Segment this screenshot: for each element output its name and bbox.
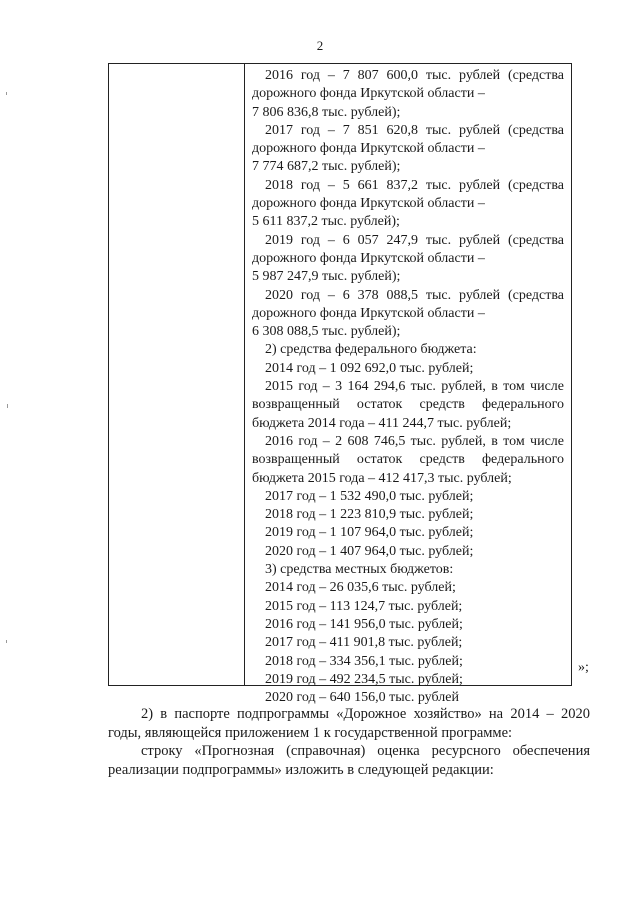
table-closing-quote: »;	[578, 660, 589, 675]
federal-budget-heading: 2) средства федерального бюджета:	[265, 342, 477, 358]
federal-line-2015: 2015 год – 3 164 294,6 тыс. рублей, в том числе возвращенный остаток средств федерального бюджета 2014 года – 411 244,7 тыс. рублей;	[252, 379, 564, 431]
scan-speck	[6, 640, 7, 643]
local-line-2018: 2018 год – 334 356,1 тыс. рублей;	[265, 653, 463, 669]
local-line-2016: 2016 год – 141 956,0 тыс. рублей;	[265, 616, 463, 632]
funding-line-2018: 2018 год – 5 661 837,2 тыс. рублей (средства дорожного фонда Иркутской области –	[252, 177, 564, 212]
funding-line-2017: 2017 год – 7 851 620,8 тыс. рублей (средства дорожного фонда Иркутской области –	[252, 122, 564, 157]
funding-cell	[252, 67, 564, 707]
funding-line-2019: 2019 год – 6 057 247,9 тыс. рублей (средства дорожного фонда Иркутской области –	[252, 232, 564, 266]
local-line-2017: 2017 год – 411 901,8 тыс. рублей;	[265, 635, 463, 651]
federal-line-2016: 2016 год – 2 608 746,5 тыс. рублей, в том числе возвращенный остаток средств федерального бюджета 2015 года – 412 417,3 тыс. рублей;	[252, 433, 564, 486]
funding-line-2020-road-fund: 6 308 088,5 тыс. рублей);	[252, 324, 401, 340]
federal-line-2018: 2018 год – 1 223 810,9 тыс. рублей;	[265, 507, 474, 523]
local-budget-heading: 3) средства местных бюджетов:	[265, 562, 454, 578]
federal-line-2017: 2017 год – 1 532 490,0 тыс. рублей;	[265, 488, 474, 504]
local-line-2020: 2020 год – 640 156,0 тыс. рублей	[265, 690, 459, 706]
body-text	[108, 705, 590, 779]
federal-line-2019: 2019 год – 1 107 964,0 тыс. рублей;	[265, 525, 474, 541]
funding-line-2020: 2020 год – 6 378 088,5 тыс. рублей (средства дорожного фонда Иркутской области –	[252, 287, 564, 321]
paragraph-subprogram-passport: 2) в паспорте подпрограммы «Дорожное хозяйство» на 2014 – 2020 годы, являющейся приложением 1 к государственной программе:	[108, 706, 590, 741]
funding-line-2016-road-fund: 7 806 836,8 тыс. рублей);	[252, 104, 401, 120]
funding-line-2018-road-fund: 5 611 837,2 тыс. рублей);	[252, 214, 400, 230]
funding-line-2017-road-fund: 7 774 687,2 тыс. рублей);	[252, 159, 401, 175]
local-line-2014: 2014 год – 26 035,6 тыс. рублей;	[265, 580, 456, 596]
federal-line-2020: 2020 год – 1 407 964,0 тыс. рублей;	[265, 543, 474, 559]
paragraph-row-replacement: строку «Прогнозная (справочная) оценка ресурсного обеспечения реализации подпрограммы» изложить в следующей редакции:	[108, 743, 590, 778]
amendment-table	[108, 63, 572, 706]
local-line-2015: 2015 год – 113 124,7 тыс. рублей;	[265, 598, 463, 614]
scan-speck	[7, 404, 8, 408]
local-line-2019: 2019 год – 492 234,5 тыс. рублей;	[265, 671, 463, 687]
funding-line-2016: 2016 год – 7 807 600,0 тыс. рублей (средства дорожного фонда Иркутской области –	[252, 68, 564, 102]
page-number: 2	[316, 38, 324, 53]
funding-line-2019-road-fund: 5 987 247,9 тыс. рублей);	[252, 269, 401, 285]
column-divider	[244, 64, 245, 685]
scan-speck	[6, 92, 7, 95]
federal-line-2014: 2014 год – 1 092 692,0 тыс. рублей;	[265, 360, 474, 376]
